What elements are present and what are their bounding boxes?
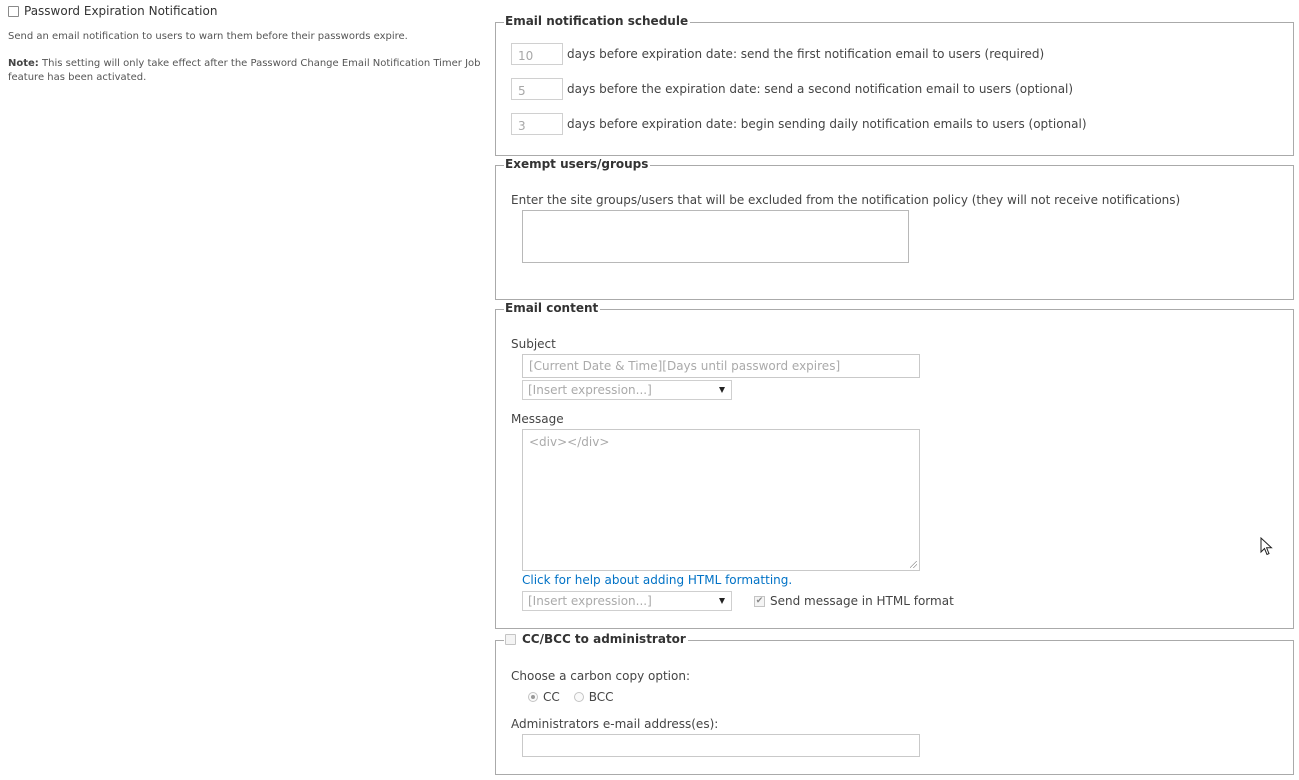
password-expiration-section xyxy=(8,4,488,85)
password-expiration-checkbox[interactable] xyxy=(8,6,19,17)
bcc-label: BCC xyxy=(588,690,614,704)
cc-radio[interactable] xyxy=(528,692,538,702)
carbon-copy-options xyxy=(528,690,614,704)
mouse-cursor-icon xyxy=(1260,537,1274,557)
section-note xyxy=(8,57,484,85)
html-format-label: Send message in HTML format xyxy=(770,594,954,608)
chevron-down-icon xyxy=(719,598,725,604)
schedule-row-first xyxy=(511,43,1044,65)
password-expiration-title: Password Expiration Notification xyxy=(24,4,218,18)
second-notification-days-input[interactable]: 5 xyxy=(511,78,563,100)
chevron-down-icon xyxy=(719,387,725,393)
resize-handle-icon[interactable] xyxy=(910,561,917,568)
ccbcc-checkbox[interactable] xyxy=(505,634,516,645)
subject-label: Subject xyxy=(511,337,556,351)
message-insert-expression-select[interactable] xyxy=(522,591,732,611)
second-notification-label: days before the expiration date: send a second notification email to users (optional) xyxy=(567,82,1074,96)
exempt-users-input[interactable] xyxy=(522,210,909,263)
ccbcc-legend-label: CC/BCC to administrator xyxy=(522,632,686,646)
first-notification-label: days before expiration date: send the first notification email to users (required) xyxy=(567,47,1045,61)
message-insert-expression-value: [Insert expression...] xyxy=(528,594,652,608)
email-schedule-legend: Email notification schedule xyxy=(505,14,689,28)
admin-email-label: Administrators e-mail address(es): xyxy=(511,717,719,731)
email-content-legend: Email content xyxy=(505,301,599,315)
section-description: Send an email notification to users to warn them before their passwords expire. xyxy=(8,31,408,42)
ccbcc-group xyxy=(495,632,1294,775)
exempt-users-legend: Exempt users/groups xyxy=(505,157,649,171)
ccbcc-legend xyxy=(504,632,688,646)
admin-email-input[interactable] xyxy=(522,734,920,757)
message-textarea[interactable] xyxy=(522,429,920,571)
subject-insert-expression-select[interactable] xyxy=(522,380,732,400)
email-content-group xyxy=(495,301,1294,629)
first-notification-days-input[interactable]: 10 xyxy=(511,43,563,65)
subject-input[interactable]: [Current Date & Time][Days until password expires] xyxy=(522,354,920,378)
message-value: <div></div> xyxy=(529,435,610,449)
exempt-users-group xyxy=(495,157,1294,300)
email-schedule-group xyxy=(495,14,1294,156)
carbon-copy-label: Choose a carbon copy option: xyxy=(511,669,691,683)
html-format-checkbox[interactable]: ✔ xyxy=(755,595,764,606)
cc-label: CC xyxy=(543,690,560,704)
note-label: Note: xyxy=(8,58,39,69)
note-text: This setting will only take effect after the Password Change Email Notification Timer Job feature has been activated. xyxy=(8,58,481,83)
html-format-option xyxy=(754,594,954,608)
subject-insert-expression-value: [Insert expression...] xyxy=(528,383,652,397)
schedule-row-second xyxy=(511,78,1073,100)
daily-notification-days-input[interactable]: 3 xyxy=(511,113,563,135)
schedule-row-daily xyxy=(511,113,1087,135)
exempt-instruction: Enter the site groups/users that will be excluded from the notification policy (they will not receive notifications) xyxy=(511,193,1181,207)
bcc-radio[interactable] xyxy=(574,692,584,702)
html-help-link[interactable]: Click for help about adding HTML formatting. xyxy=(522,573,793,587)
daily-notification-label: days before expiration date: begin sending daily notification emails to users (optional) xyxy=(567,117,1087,131)
message-label: Message xyxy=(511,412,564,426)
